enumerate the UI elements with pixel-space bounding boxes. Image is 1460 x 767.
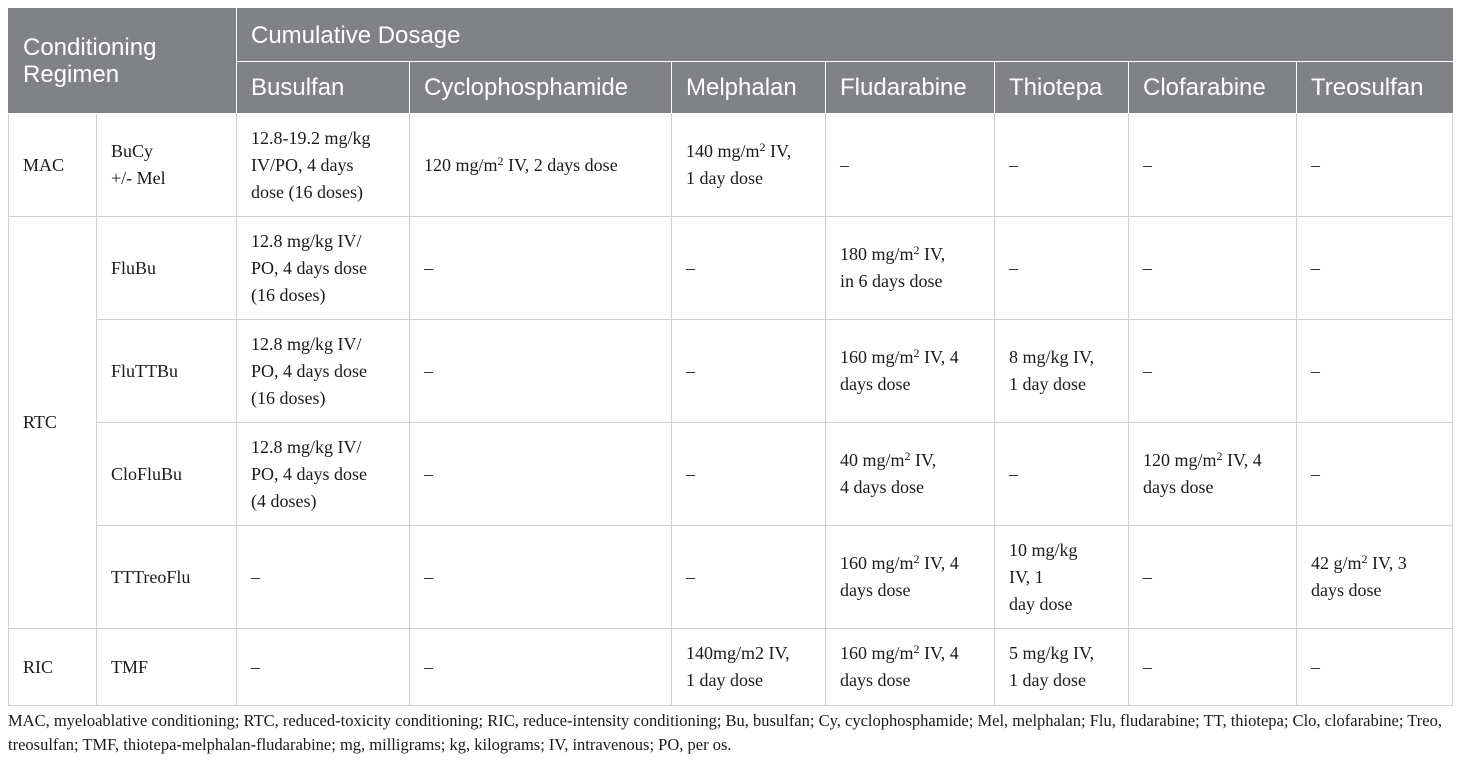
dose-line: 4 days dose [840, 477, 924, 497]
dose-line: – [1311, 463, 1320, 484]
dose-cell [826, 423, 995, 526]
dose-superscript: 2 [904, 449, 911, 463]
dose-line: 1 day dose [1009, 670, 1086, 690]
regimen-line: +/- Mel [111, 168, 166, 188]
table-row [9, 114, 1453, 217]
dose-cell [410, 320, 672, 423]
dose-cell [1129, 526, 1297, 629]
dose-cell [672, 114, 826, 217]
dose-line: – [1311, 360, 1320, 381]
dose-cell [1129, 217, 1297, 320]
dose-line: – [1311, 257, 1320, 278]
dose-line: PO, 4 days dose [251, 463, 367, 484]
table-row [9, 217, 1453, 320]
group-label: RTC [9, 217, 97, 629]
dose-text: IV, 2 days dose [503, 154, 618, 175]
dose-line: 1 day dose [686, 670, 763, 690]
dose-cell [995, 320, 1129, 423]
dose-line: 1 day dose [1009, 374, 1086, 394]
dose-line: – [1143, 656, 1152, 677]
dose-cell [410, 423, 672, 526]
dose-superscript: 2 [913, 642, 920, 656]
table-row [9, 526, 1453, 629]
dose-text: 160 mg/m [840, 553, 914, 573]
group-label: MAC [9, 114, 97, 217]
regimen-cell [97, 320, 237, 423]
dose-line: – [840, 154, 849, 175]
dose-cell [995, 114, 1129, 217]
dose-line: – [424, 257, 433, 278]
table-footnote: MAC, myeloablative conditioning; RTC, reduced-toxicity conditioning; RIC, reduce-intensity conditioning; Bu, busulfan; Cy, cyclophosphamide; Mel, melphalan; Flu, fludarabine; TT, thiotepa; Clo, clofarabine; Treo, treosulfan; TMF, thiotepa-melphalan-fludarabine; mg, milligrams; kg, kilograms; IV, intravenous; PO, per os. [8, 711, 1442, 754]
table-container [8, 8, 1452, 706]
dose-text: 140 mg/m [686, 141, 760, 161]
dose-cell [410, 629, 672, 706]
dose-line: 12.8 mg/kg IV/ [251, 436, 362, 457]
header-melphalan: Melphalan [672, 62, 826, 114]
dose-text: 42 g/m [1311, 553, 1362, 573]
dose-cell [826, 114, 995, 217]
dose-line: – [1311, 656, 1320, 677]
dose-superscript: 2 [913, 243, 920, 257]
dose-line: – [1143, 566, 1152, 587]
dose-cell [1297, 217, 1453, 320]
dose-cell [672, 423, 826, 526]
regimen-cell [97, 526, 237, 629]
dose-cell [1129, 114, 1297, 217]
dose-line: – [251, 566, 260, 587]
dose-cell [826, 320, 995, 423]
dose-text: IV, [910, 450, 937, 470]
dose-text: 40 mg/m [840, 450, 905, 470]
header-clofarabine: Clofarabine [1129, 62, 1297, 114]
dose-cell [826, 526, 995, 629]
regimen-line: CloFluBu [111, 463, 183, 484]
dose-cell [995, 423, 1129, 526]
dose-line: 10 mg/kg [1009, 539, 1078, 560]
dose-cell [826, 629, 995, 706]
dose-superscript: 2 [1361, 552, 1368, 566]
dose-line: 8 mg/kg IV, [1009, 347, 1095, 367]
regimen-cell [97, 629, 237, 706]
dose-line: – [686, 257, 695, 278]
dose-cell [1297, 114, 1453, 217]
dose-cell [410, 526, 672, 629]
dose-line: – [1009, 463, 1018, 484]
dose-cell [237, 526, 410, 629]
dose-cell [410, 217, 672, 320]
dose-text: IV, 4 [919, 347, 959, 367]
dose-line: – [251, 656, 260, 677]
dose-text: IV, [919, 244, 946, 264]
regimen-cell [97, 114, 237, 217]
dose-line: (4 doses) [251, 490, 317, 511]
header-fludarabine: Fludarabine [826, 62, 995, 114]
dose-cell [672, 320, 826, 423]
dose-text: IV, 3 [1367, 553, 1407, 573]
dose-cell [1129, 423, 1297, 526]
dose-line: – [424, 360, 433, 381]
dose-line: – [1009, 154, 1018, 175]
dose-cell [237, 114, 410, 217]
regimen-line: FluTTBu [111, 360, 179, 381]
dose-cell [1129, 320, 1297, 423]
dose-cell [1297, 526, 1453, 629]
dose-line: days dose [1143, 477, 1214, 497]
dosage-table [8, 8, 1453, 706]
header-busulfan: Busulfan [237, 62, 410, 114]
dose-line: 12.8 mg/kg IV/ [251, 230, 362, 251]
header-cumulative-dosage: Cumulative Dosage [237, 9, 1453, 62]
dose-line: days dose [840, 374, 911, 394]
dose-line: 5 mg/kg IV, [1009, 643, 1095, 663]
regimen-cell [97, 217, 237, 320]
dose-line: – [1009, 257, 1018, 278]
dose-text: 160 mg/m [840, 643, 914, 663]
dose-line: – [1143, 257, 1152, 278]
dose-text: IV, 4 [1222, 450, 1262, 470]
dose-line: PO, 4 days dose [251, 257, 367, 278]
dose-text: 160 mg/m [840, 347, 914, 367]
dose-superscript: 2 [1216, 449, 1223, 463]
dose-cell [672, 629, 826, 706]
dose-line: PO, 4 days dose [251, 360, 367, 381]
dose-cell [995, 629, 1129, 706]
dose-cell [1297, 629, 1453, 706]
dose-superscript: 2 [913, 552, 920, 566]
header-thiotepa: Thiotepa [995, 62, 1129, 114]
dose-text: 180 mg/m [840, 244, 914, 264]
dose-line: IV, 1 [1009, 566, 1044, 587]
dose-line: days dose [840, 670, 911, 690]
dose-cell [995, 526, 1129, 629]
table-row [9, 423, 1453, 526]
dose-text: 120 mg/m [424, 154, 498, 175]
regimen-line: TTTreoFlu [111, 566, 191, 587]
dose-text: IV, 4 [919, 553, 959, 573]
dose-line: – [424, 566, 433, 587]
dose-cell [672, 526, 826, 629]
dose-line: in 6 days dose [840, 271, 943, 291]
dose-cell [237, 320, 410, 423]
dose-line: day dose [1009, 593, 1073, 614]
dose-text: IV, 4 [919, 643, 959, 663]
dose-line: – [686, 566, 695, 587]
table-row [9, 320, 1453, 423]
dose-line: – [1143, 360, 1152, 381]
table-body [9, 114, 1453, 706]
header-treosulfan: Treosulfan [1297, 62, 1453, 114]
dose-text: IV, [765, 141, 792, 161]
dose-line: – [424, 656, 433, 677]
dose-line: 12.8 mg/kg IV/ [251, 333, 362, 354]
header-conditioning-regimen: Conditioning Regimen [9, 9, 237, 114]
regimen-line: FluBu [111, 257, 157, 278]
dose-line: (16 doses) [251, 284, 326, 305]
dose-cell [237, 217, 410, 320]
dose-cell [410, 114, 672, 217]
dose-line: IV/PO, 4 days [251, 154, 354, 175]
dose-line: 12.8-19.2 mg/kg [251, 127, 371, 148]
dose-line: – [1143, 154, 1152, 175]
dose-line: 140mg/m2 IV, [686, 643, 790, 663]
dose-superscript: 2 [913, 346, 920, 360]
dose-cell [1297, 320, 1453, 423]
dose-line: (16 doses) [251, 387, 326, 408]
dose-superscript: 2 [759, 140, 766, 154]
dose-cell [237, 629, 410, 706]
regimen-line: BuCy [111, 141, 154, 161]
regimen-cell [97, 423, 237, 526]
dose-text: 120 mg/m [1143, 450, 1217, 470]
dose-line: days dose [840, 580, 911, 600]
dose-line: days dose [1311, 580, 1382, 600]
dose-cell [1129, 629, 1297, 706]
dose-line: – [1311, 154, 1320, 175]
dose-line: – [424, 463, 433, 484]
dose-superscript: 2 [497, 153, 504, 168]
dose-cell [672, 217, 826, 320]
group-label: RIC [9, 629, 97, 706]
dose-cell [995, 217, 1129, 320]
dose-cell [237, 423, 410, 526]
header-cyclophosphamide: Cyclophosphamide [410, 62, 672, 114]
dose-line: – [686, 463, 695, 484]
table-row [9, 629, 1453, 706]
dose-line: dose (16 doses) [251, 181, 363, 202]
regimen-line: TMF [111, 656, 149, 677]
dose-cell [1297, 423, 1453, 526]
dose-line: 1 day dose [686, 168, 763, 188]
dose-line: – [686, 360, 695, 381]
dose-cell [826, 217, 995, 320]
